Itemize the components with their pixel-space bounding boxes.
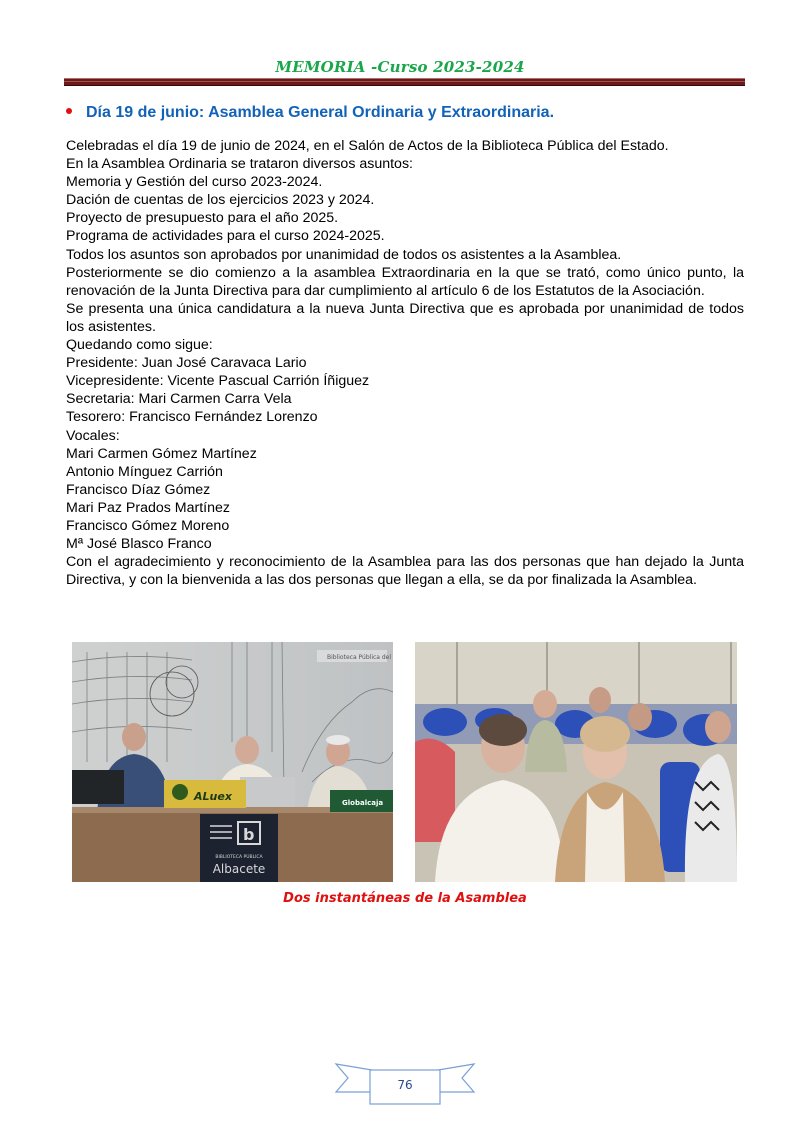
paragraph: Todos los asuntos son aprobados por unanimidad de todos os asistentes a la Asamblea. bbox=[66, 246, 622, 263]
photo-attendees bbox=[415, 642, 737, 882]
sign-library-line1: BIBLIOTECA PÚBLICA bbox=[215, 855, 263, 860]
board-member: Tesorero: Francisco Fernández Lorenzo bbox=[66, 409, 318, 426]
paragraph: Con el agradecimiento y reconocimiento de la Asamblea para las dos personas que han dejado la Junta Directiva, y con la bienvenida a las dos personas que llegan a ella, se da por finalizada la Asamblea. bbox=[66, 554, 744, 589]
board-member: Presidente: Juan José Caravaca Lario bbox=[66, 355, 307, 372]
sign-library-line2: Albacete bbox=[212, 862, 266, 876]
section-heading bbox=[66, 104, 554, 122]
sign-aluex: ALuex bbox=[194, 790, 232, 803]
paragraph: En la Asamblea Ordinaria se trataron diversos asuntos: bbox=[66, 156, 413, 173]
vocal-member: Mari Carmen Gómez Martínez bbox=[66, 445, 257, 462]
vocal-member: Antonio Mínguez Carrión bbox=[66, 463, 223, 480]
agenda-item: Memoria y Gestión del curso 2023-2024. bbox=[66, 174, 323, 191]
vocal-member: Francisco Díaz Gómez bbox=[66, 481, 211, 498]
sign-globalcaja: Globalcaja bbox=[342, 799, 384, 807]
page-number-banner bbox=[334, 1058, 476, 1108]
photo-presiding-table-image bbox=[72, 642, 393, 882]
wall-text: Biblioteca Pública del bbox=[327, 654, 392, 661]
photos-caption: Dos instantáneas de la Asamblea bbox=[283, 891, 527, 906]
paragraph: Se presenta una única candidatura a la nueva Junta Directiva que es aprobada por unanimidad de todos los asistentes. bbox=[66, 300, 744, 335]
section-heading-text: Día 19 de junio: Asamblea General Ordinaria y Extraordinaria. bbox=[86, 104, 555, 121]
photo-presiding-table bbox=[72, 642, 393, 882]
board-member: Secretaria: Mari Carmen Carra Vela bbox=[66, 391, 292, 408]
agenda-item: Proyecto de presupuesto para el año 2025. bbox=[66, 210, 339, 227]
paragraph: Quedando como sigue: bbox=[66, 337, 213, 354]
vocales-label: Vocales: bbox=[66, 427, 120, 444]
body-text bbox=[66, 137, 744, 589]
board-member: Vicepresidente: Vicente Pascual Carrión Íñiguez bbox=[66, 373, 370, 390]
svg-text:b: b bbox=[243, 825, 255, 844]
vocal-member: Francisco Gómez Moreno bbox=[66, 517, 230, 534]
page-number: 76 bbox=[397, 1078, 413, 1092]
agenda-item: Dación de cuentas de los ejercicios 2023 y 2024. bbox=[66, 192, 375, 209]
vocal-member: Mª José Blasco Franco bbox=[66, 536, 212, 553]
photo-attendees-image bbox=[415, 642, 737, 882]
agenda-item: Programa de actividades para el curso 2024-2025. bbox=[66, 228, 385, 245]
vocal-member: Mari Paz Prados Martínez bbox=[66, 499, 231, 516]
bullet-icon bbox=[66, 108, 72, 114]
running-header-title: MEMORIA -Curso 2023-2024 bbox=[275, 58, 525, 76]
paragraph: Posteriormente se dio comienzo a la asamblea Extraordinaria en la que se trató, como único punto, la renovación de la Junta Directiva para dar cumplimiento al artículo 6 de los Estatutos de la Asociación. bbox=[66, 264, 744, 299]
header-divider bbox=[64, 78, 745, 86]
paragraph: Celebradas el día 19 de junio de 2024, en el Salón de Actos de la Biblioteca Pública del Estado. bbox=[66, 138, 669, 154]
